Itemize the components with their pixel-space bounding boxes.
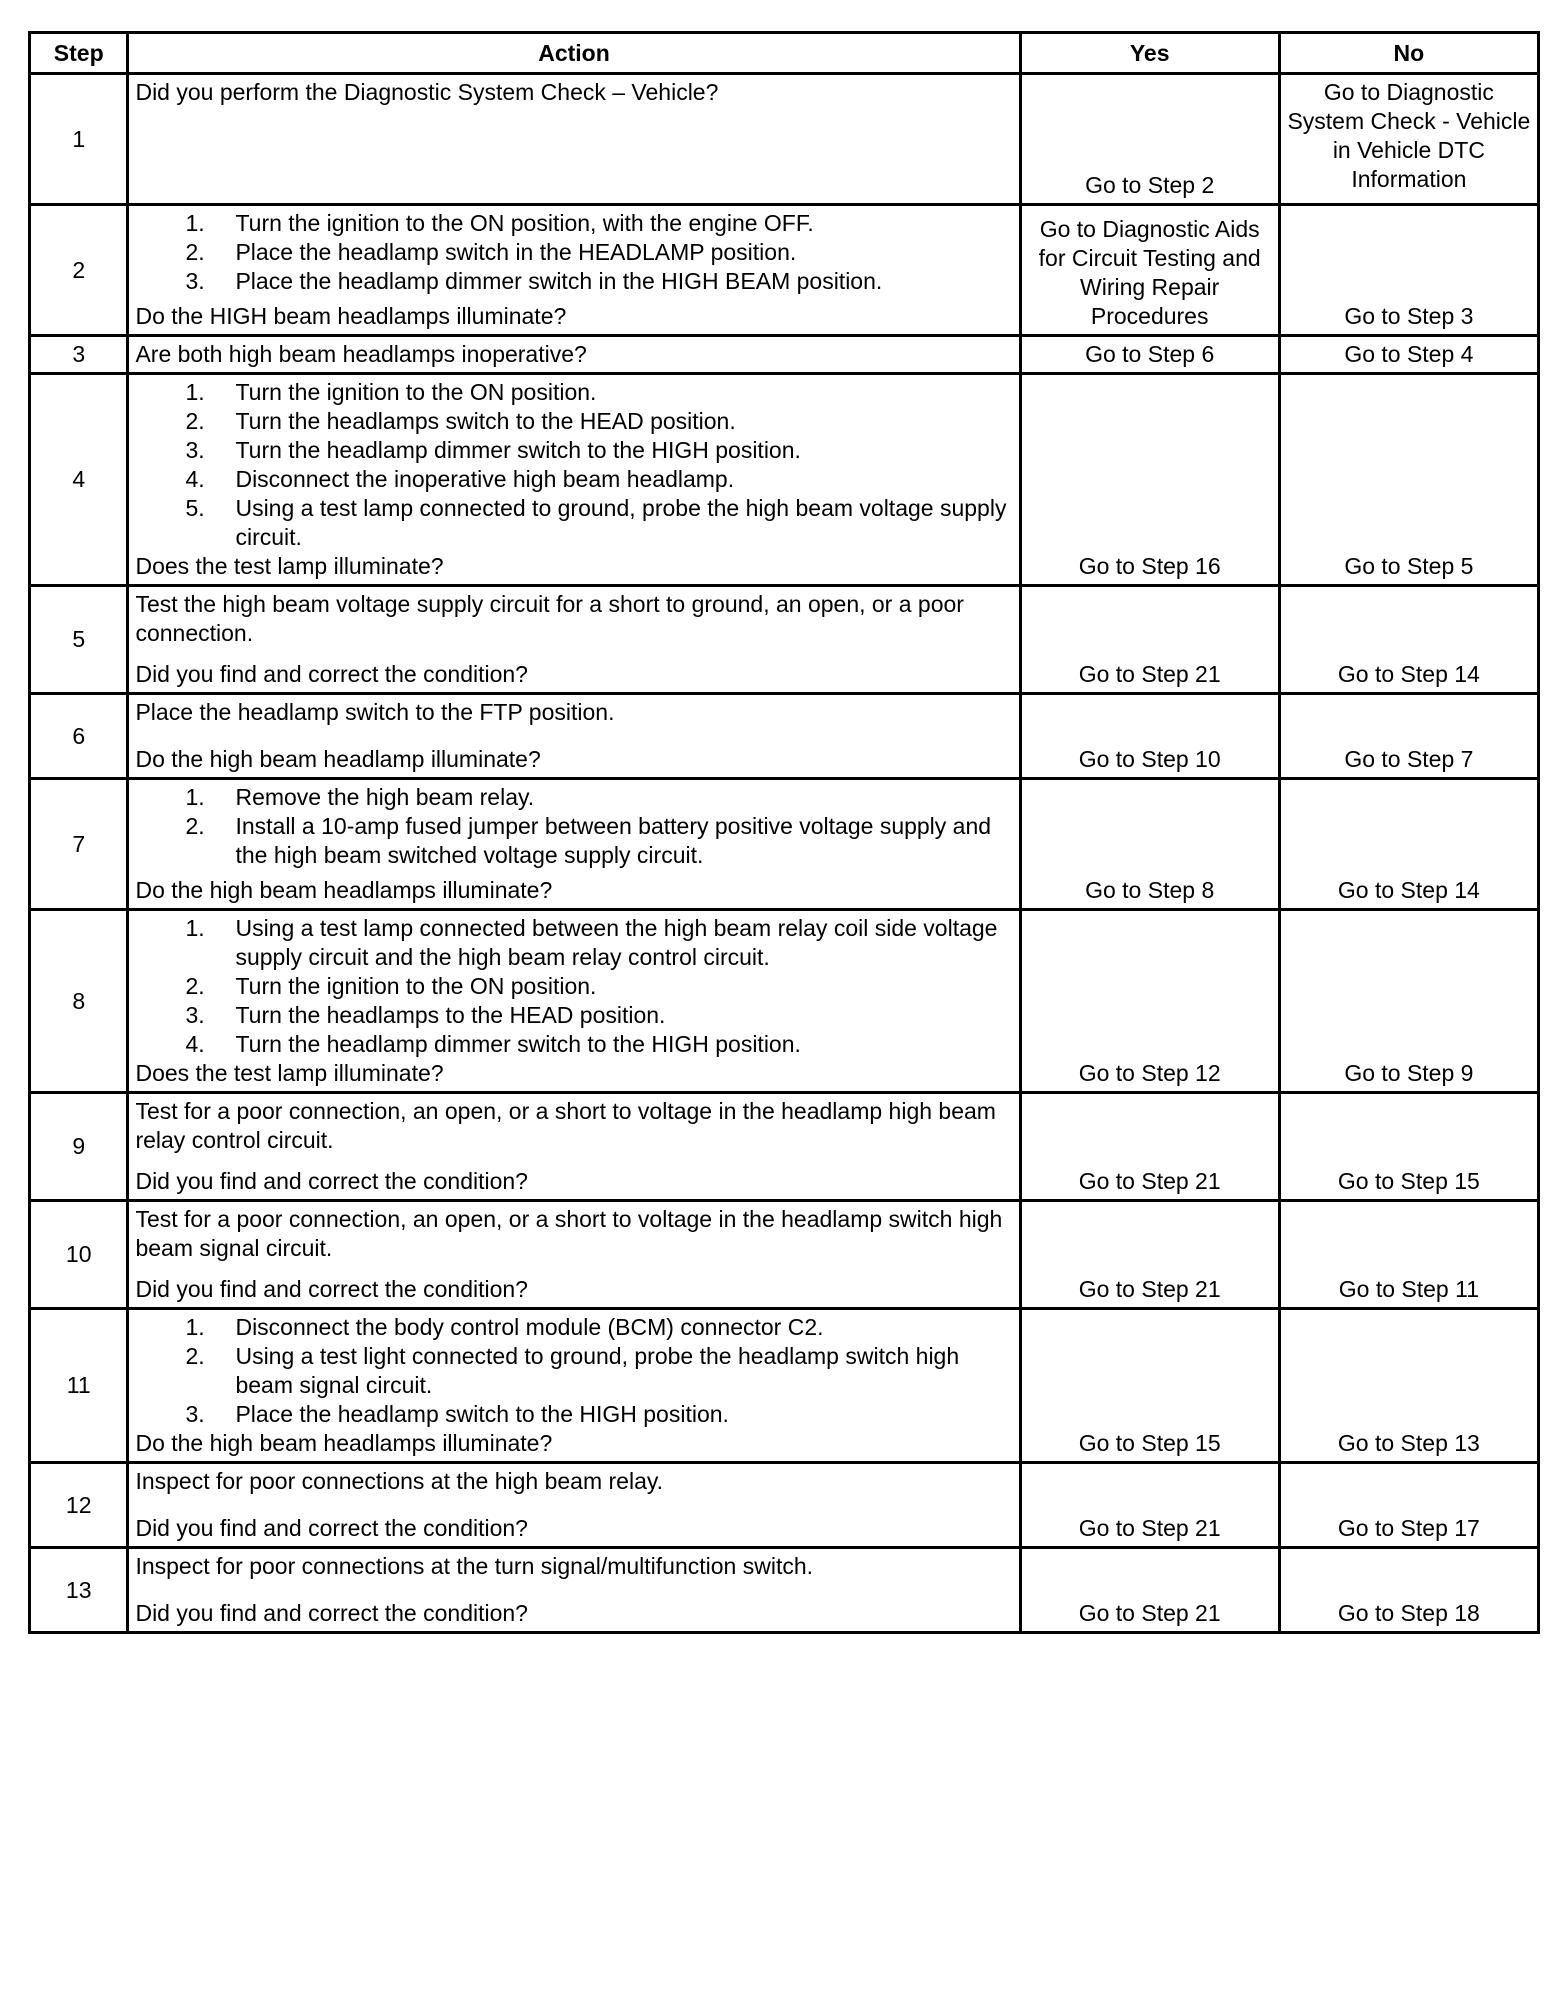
diagnostic-sheet <box>28 31 1540 1634</box>
table-row <box>30 1093 1539 1201</box>
action-text: Are both high beam headlamps inoperative? <box>135 341 587 367</box>
action-instructions <box>135 783 1012 870</box>
action-question: Does the test lamp illuminate? <box>135 1060 444 1086</box>
no-result: Go to Step 14 <box>1279 586 1538 694</box>
no-result: Go to Step 14 <box>1279 779 1538 910</box>
action-content <box>135 698 1012 774</box>
action-question: Does the test lamp illuminate? <box>135 553 444 579</box>
table-row <box>30 74 1539 205</box>
action-content <box>135 209 1012 331</box>
action-content <box>135 1467 1012 1543</box>
action-cell <box>128 910 1020 1093</box>
action-instructions <box>135 209 1012 296</box>
action-question: Did you find and correct the condition? <box>135 1168 528 1194</box>
step-number: 10 <box>30 1201 128 1309</box>
step-number: 13 <box>30 1548 128 1633</box>
list-item-number: 1. <box>185 1314 205 1340</box>
step-number: 11 <box>30 1309 128 1463</box>
action-instructions <box>135 78 1012 107</box>
yes-result: Go to Step 21 <box>1020 1201 1279 1309</box>
action-instructions <box>135 1205 1012 1263</box>
action-content <box>135 783 1012 905</box>
table-row <box>30 694 1539 779</box>
no-result: Go to Step 18 <box>1279 1548 1538 1633</box>
list-item-text: Turn the headlamps switch to the HEAD position. <box>235 408 736 434</box>
step-number: 2 <box>30 205 128 336</box>
action-cell <box>128 1309 1020 1463</box>
table-row <box>30 336 1539 374</box>
action-steps-list <box>135 209 1012 296</box>
action-instructions <box>135 1313 1012 1429</box>
list-item-text: Turn the ignition to the ON position, with the engine OFF. <box>235 210 814 236</box>
action-content <box>135 1205 1012 1304</box>
no-result: Go to Step 3 <box>1279 205 1538 336</box>
list-item-number: 4. <box>185 1031 205 1057</box>
header-no: No <box>1279 33 1538 74</box>
list-item <box>185 1400 1012 1429</box>
table-row <box>30 1463 1539 1548</box>
yes-result: Go to Step 15 <box>1020 1309 1279 1463</box>
list-item-number: 2. <box>185 973 205 999</box>
list-item <box>185 465 1012 494</box>
step-number: 6 <box>30 694 128 779</box>
no-result: Go to Step 13 <box>1279 1309 1538 1463</box>
action-instructions <box>135 698 1012 727</box>
yes-result: Go to Step 16 <box>1020 374 1279 586</box>
action-text: Place the headlamp switch to the FTP position. <box>135 699 615 725</box>
yes-result: Go to Step 10 <box>1020 694 1279 779</box>
action-text: Inspect for poor connections at the high beam relay. <box>135 1468 664 1494</box>
list-item <box>185 238 1012 267</box>
action-cell <box>128 205 1020 336</box>
action-content <box>135 378 1012 581</box>
header-row <box>30 33 1539 74</box>
action-instructions <box>135 1467 1012 1496</box>
no-result: Go to Step 15 <box>1279 1093 1538 1201</box>
action-cell <box>128 1093 1020 1201</box>
diagnostic-table <box>28 31 1540 1634</box>
yes-result: Go to Step 6 <box>1020 336 1279 374</box>
action-steps-list <box>135 783 1012 870</box>
action-text: Test for a poor connection, an open, or a short to voltage in the headlamp switch high beam signal circuit. <box>135 1206 1003 1261</box>
action-question: Do the high beam headlamp illuminate? <box>135 746 541 772</box>
action-steps-list <box>135 914 1012 1059</box>
action-text: Test for a poor connection, an open, or a short to voltage in the headlamp high beam relay control circuit. <box>135 1098 996 1153</box>
table-row <box>30 779 1539 910</box>
action-instructions <box>135 590 1012 648</box>
table-row <box>30 374 1539 586</box>
list-item-text: Disconnect the body control module (BCM) connector C2. <box>235 1314 824 1340</box>
action-question: Did you find and correct the condition? <box>135 661 528 687</box>
step-number: 3 <box>30 336 128 374</box>
list-item-number: 4. <box>185 466 205 492</box>
step-number: 5 <box>30 586 128 694</box>
table-body <box>30 74 1539 1633</box>
list-item <box>185 812 1012 870</box>
action-text: Did you perform the Diagnostic System Check – Vehicle? <box>135 79 719 105</box>
list-item-number: 2. <box>185 1343 205 1369</box>
no-result: Go to Step 9 <box>1279 910 1538 1093</box>
action-cell <box>128 1201 1020 1309</box>
list-item <box>185 209 1012 238</box>
step-number: 4 <box>30 374 128 586</box>
header-action: Action <box>128 33 1020 74</box>
list-item-number: 3. <box>185 437 205 463</box>
list-item-number: 1. <box>185 915 205 941</box>
list-item-number: 1. <box>185 379 205 405</box>
list-item-text: Using a test light connected to ground, probe the headlamp switch high beam signal circuit. <box>235 1343 960 1398</box>
action-steps-list <box>135 378 1012 552</box>
list-item <box>185 1001 1012 1030</box>
list-item <box>185 1313 1012 1342</box>
action-instructions <box>135 378 1012 552</box>
step-number: 12 <box>30 1463 128 1548</box>
action-cell <box>128 1548 1020 1633</box>
action-instructions <box>135 914 1012 1059</box>
action-content <box>135 1097 1012 1196</box>
list-item-text: Turn the headlamps to the HEAD position. <box>235 1002 666 1028</box>
action-cell <box>128 374 1020 586</box>
no-result: Go to Diagnostic System Check - Vehicle in Vehicle DTC Information <box>1279 74 1538 205</box>
list-item-number: 1. <box>185 210 205 236</box>
action-cell <box>128 694 1020 779</box>
action-cell <box>128 779 1020 910</box>
action-instructions <box>135 1097 1012 1155</box>
header-yes: Yes <box>1020 33 1279 74</box>
table-row <box>30 910 1539 1093</box>
list-item <box>185 494 1012 552</box>
no-result: Go to Step 5 <box>1279 374 1538 586</box>
action-cell <box>128 586 1020 694</box>
no-result: Go to Step 7 <box>1279 694 1538 779</box>
action-content <box>135 1313 1012 1458</box>
yes-result: Go to Step 21 <box>1020 586 1279 694</box>
action-question: Did you find and correct the condition? <box>135 1276 528 1302</box>
list-item-text: Install a 10-amp fused jumper between battery positive voltage supply and the high beam switched voltage supply circuit. <box>235 813 992 868</box>
action-cell <box>128 1463 1020 1548</box>
action-steps-list <box>135 1313 1012 1429</box>
list-item-text: Place the headlamp dimmer switch in the HIGH BEAM position. <box>235 268 883 294</box>
action-question: Do the HIGH beam headlamps illuminate? <box>135 303 567 329</box>
action-cell <box>128 74 1020 205</box>
list-item-number: 3. <box>185 1401 205 1427</box>
action-text: Test the high beam voltage supply circuit for a short to ground, an open, or a poor connection. <box>135 591 964 646</box>
step-number: 9 <box>30 1093 128 1201</box>
step-number: 8 <box>30 910 128 1093</box>
yes-result: Go to Step 12 <box>1020 910 1279 1093</box>
action-content <box>135 78 1012 200</box>
no-result: Go to Step 11 <box>1279 1201 1538 1309</box>
list-item-text: Turn the ignition to the ON position. <box>235 379 597 405</box>
yes-result: Go to Step 8 <box>1020 779 1279 910</box>
yes-result: Go to Step 21 <box>1020 1093 1279 1201</box>
action-cell <box>128 336 1020 374</box>
action-text: Inspect for poor connections at the turn signal/multifunction switch. <box>135 1553 814 1579</box>
list-item <box>185 1030 1012 1059</box>
action-question: Do the high beam headlamps illuminate? <box>135 1430 553 1456</box>
action-question: Do the high beam headlamps illuminate? <box>135 877 553 903</box>
list-item-text: Place the headlamp switch in the HEADLAMP position. <box>235 239 797 265</box>
no-result: Go to Step 4 <box>1279 336 1538 374</box>
action-content <box>135 340 1012 369</box>
list-item-number: 5. <box>185 495 205 521</box>
list-item <box>185 972 1012 1001</box>
action-content <box>135 1552 1012 1628</box>
list-item-number: 2. <box>185 239 205 265</box>
list-item-text: Using a test lamp connected between the high beam relay coil side voltage supply circuit and the high beam relay control circuit. <box>235 915 998 970</box>
list-item-number: 1. <box>185 784 205 810</box>
step-number: 1 <box>30 74 128 205</box>
action-instructions <box>135 340 1012 369</box>
list-item-text: Turn the ignition to the ON position. <box>235 973 597 999</box>
action-question: Did you find and correct the condition? <box>135 1515 528 1541</box>
list-item-number: 2. <box>185 813 205 839</box>
list-item-number: 2. <box>185 408 205 434</box>
list-item-text: Turn the headlamp dimmer switch to the HIGH position. <box>235 437 801 463</box>
yes-result: Go to Diagnostic Aids for Circuit Testing and Wiring Repair Procedures <box>1020 205 1279 336</box>
action-question: Did you find and correct the condition? <box>135 1600 528 1626</box>
action-instructions <box>135 1552 1012 1581</box>
header-step: Step <box>30 33 128 74</box>
table-row <box>30 205 1539 336</box>
step-number: 7 <box>30 779 128 910</box>
no-result: Go to Step 17 <box>1279 1463 1538 1548</box>
list-item-number: 3. <box>185 268 205 294</box>
list-item-text: Disconnect the inoperative high beam headlamp. <box>235 466 735 492</box>
list-item-text: Turn the headlamp dimmer switch to the HIGH position. <box>235 1031 801 1057</box>
list-item <box>185 436 1012 465</box>
list-item-text: Using a test lamp connected to ground, probe the high beam voltage supply circuit. <box>235 495 1007 550</box>
list-item-number: 3. <box>185 1002 205 1028</box>
list-item <box>185 378 1012 407</box>
yes-result: Go to Step 21 <box>1020 1463 1279 1548</box>
table-row <box>30 586 1539 694</box>
table-row <box>30 1201 1539 1309</box>
yes-result: Go to Step 21 <box>1020 1548 1279 1633</box>
action-content <box>135 590 1012 689</box>
table-row <box>30 1309 1539 1463</box>
list-item-text: Remove the high beam relay. <box>235 784 535 810</box>
table-row <box>30 1548 1539 1633</box>
list-item <box>185 783 1012 812</box>
list-item <box>185 267 1012 296</box>
list-item <box>185 914 1012 972</box>
action-content <box>135 914 1012 1088</box>
list-item <box>185 407 1012 436</box>
yes-result: Go to Step 2 <box>1020 74 1279 205</box>
list-item <box>185 1342 1012 1400</box>
list-item-text: Place the headlamp switch to the HIGH position. <box>235 1401 729 1427</box>
